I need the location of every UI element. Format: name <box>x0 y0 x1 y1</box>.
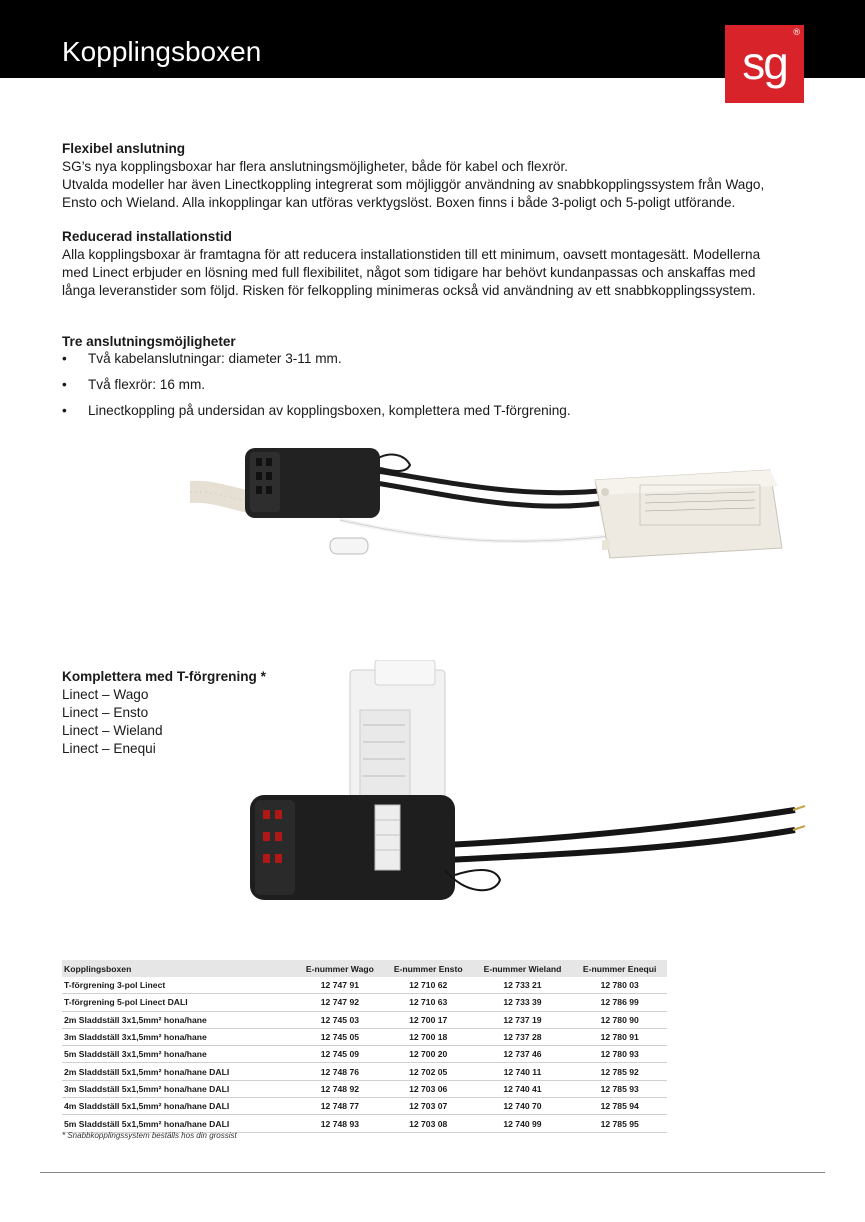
table-cell: 12 700 17 <box>384 1011 473 1028</box>
table-cell: 12 780 93 <box>572 1046 667 1063</box>
table-cell: 12 748 76 <box>296 1063 384 1080</box>
column-header: E-nummer Ensto <box>384 960 473 977</box>
paragraph-line: Utvalda modeller har även Linectkoppling integrerat som möjliggör användning av snabbkopplingssystem från Wago, <box>62 177 765 192</box>
linect-item: Linect – Ensto <box>62 705 149 720</box>
table-cell: 12 780 90 <box>572 1011 667 1028</box>
table-row <box>62 1028 667 1045</box>
registered-mark: ® <box>793 27 800 37</box>
table-row <box>62 1011 667 1028</box>
table-cell: 2m Sladdställ 5x1,5mm² hona/hane DALI <box>62 1063 296 1080</box>
footer-divider <box>40 1172 825 1173</box>
column-header: E-nummer Wieland <box>473 960 573 977</box>
table-cell: T-förgrening 3-pol Linect <box>62 977 296 994</box>
page-title: Kopplingsboxen <box>62 36 262 67</box>
table-cell: 12 780 91 <box>572 1028 667 1045</box>
table-cell: 12 740 70 <box>473 1098 573 1115</box>
table-cell: 12 748 77 <box>296 1098 384 1115</box>
bullet-icon: • <box>62 377 67 392</box>
table-cell: 4m Sladdställ 5x1,5mm² hona/hane DALI <box>62 1098 296 1115</box>
table-cell: 12 703 08 <box>384 1115 473 1132</box>
column-header: E-nummer Wago <box>296 960 384 977</box>
list-item-text: Två kabelanslutningar: diameter 3-11 mm. <box>88 351 342 366</box>
table-cell: 12 700 18 <box>384 1028 473 1045</box>
section-flexibel <box>62 140 764 212</box>
table-cell: 12 785 94 <box>572 1098 667 1115</box>
table-cell: 3m Sladdställ 5x1,5mm² hona/hane DALI <box>62 1080 296 1097</box>
table-cell: 12 745 09 <box>296 1046 384 1063</box>
table-row <box>62 977 667 994</box>
paragraph-line: Alla kopplingsboxar är framtagna för att reducera installationstiden till ett minimum, oavsett montagesätt. Modellerna <box>62 247 761 262</box>
list-item-text: Två flexrör: 16 mm. <box>88 377 206 392</box>
table-cell: 12 733 21 <box>473 977 573 994</box>
product-photo-box-and-driver <box>190 440 790 580</box>
table-cell: 12 733 39 <box>473 994 573 1011</box>
list-item-text: Linectkoppling på undersidan av kopplingsboxen, komplettera med T-förgrening. <box>88 403 571 418</box>
table-cell: 12 703 07 <box>384 1098 473 1115</box>
table-cell: 12 748 93 <box>296 1115 384 1132</box>
table-row <box>62 1115 667 1132</box>
table-cell: 12 786 99 <box>572 994 667 1011</box>
table-cell: 12 737 28 <box>473 1028 573 1045</box>
table-cell: 12 703 06 <box>384 1080 473 1097</box>
table-cell: 12 785 93 <box>572 1080 667 1097</box>
section-heading: Komplettera med T-förgrening * <box>62 669 266 684</box>
section-tre <box>62 333 236 351</box>
table-cell: 12 745 03 <box>296 1011 384 1028</box>
table-cell: 12 710 62 <box>384 977 473 994</box>
table-row <box>62 1080 667 1097</box>
table-cell: 12 700 20 <box>384 1046 473 1063</box>
table-cell: 12 745 05 <box>296 1028 384 1045</box>
table-cell: 12 710 63 <box>384 994 473 1011</box>
column-header: Kopplingsboxen <box>62 960 296 977</box>
logo-text: sg <box>742 37 787 89</box>
table-cell: 3m Sladdställ 3x1,5mm² hona/hane <box>62 1028 296 1045</box>
paragraph-line: med Linect erbjuder en lösning med full flexibilitet, något som tidigare har behövt kundanpassas och anskaffas med <box>62 265 756 280</box>
table-cell: 2m Sladdställ 3x1,5mm² hona/hane <box>62 1011 296 1028</box>
table-cell: 12 780 03 <box>572 977 667 994</box>
table-header-row <box>62 960 667 977</box>
table-cell: 12 740 41 <box>473 1080 573 1097</box>
bullet-icon: • <box>62 403 67 418</box>
paragraph-line: Ensto och Wieland. Alla inkopplingar kan utföras verktygslöst. Boxen finns i både 3-poligt och 5-poligt utförande. <box>62 195 736 210</box>
table-cell: 12 737 46 <box>473 1046 573 1063</box>
feature-list <box>62 350 571 428</box>
list-item <box>62 376 571 402</box>
table-cell: 5m Sladdställ 3x1,5mm² hona/hane <box>62 1046 296 1063</box>
list-item <box>62 402 571 428</box>
table-cell: 12 785 92 <box>572 1063 667 1080</box>
section-heading: Flexibel anslutning <box>62 141 186 156</box>
paragraph-line: långa leveranstider som följd. Risken för felkoppling minimeras också vid användning av ett snabbkopplingssystem. <box>62 283 756 298</box>
list-item <box>62 350 571 376</box>
product-table <box>62 960 667 1133</box>
table-cell: 12 747 92 <box>296 994 384 1011</box>
table-cell: 5m Sladdställ 5x1,5mm² hona/hane DALI <box>62 1115 296 1132</box>
table-cell: T-förgrening 5-pol Linect DALI <box>62 994 296 1011</box>
footnote: * Snabbkopplingssystem beställs hos din grossist <box>62 1131 237 1140</box>
section-heading: Reducerad installationstid <box>62 229 232 244</box>
section-heading: Tre anslutningsmöjligheter <box>62 334 236 349</box>
table-cell: 12 740 99 <box>473 1115 573 1132</box>
table-row <box>62 1098 667 1115</box>
table-cell: 12 748 92 <box>296 1080 384 1097</box>
table-cell: 12 702 05 <box>384 1063 473 1080</box>
section-komplettera <box>62 668 266 758</box>
table-cell: 12 740 11 <box>473 1063 573 1080</box>
table-cell: 12 785 95 <box>572 1115 667 1132</box>
linect-item: Linect – Wago <box>62 687 149 702</box>
table-row <box>62 994 667 1011</box>
table-row <box>62 1046 667 1063</box>
table-row <box>62 1063 667 1080</box>
section-reducerad <box>62 228 760 300</box>
linect-item: Linect – Wieland <box>62 723 163 738</box>
linect-item: Linect – Enequi <box>62 741 156 756</box>
bullet-icon: • <box>62 351 67 366</box>
sg-logo <box>725 25 804 103</box>
product-photo-t-connector <box>245 660 810 905</box>
table-cell: 12 737 19 <box>473 1011 573 1028</box>
column-header: E-nummer Enequi <box>572 960 667 977</box>
paragraph-line: SG’s nya kopplingsboxar har flera anslutningsmöjligheter, både för kabel och flexrör. <box>62 159 569 174</box>
table-cell: 12 747 91 <box>296 977 384 994</box>
